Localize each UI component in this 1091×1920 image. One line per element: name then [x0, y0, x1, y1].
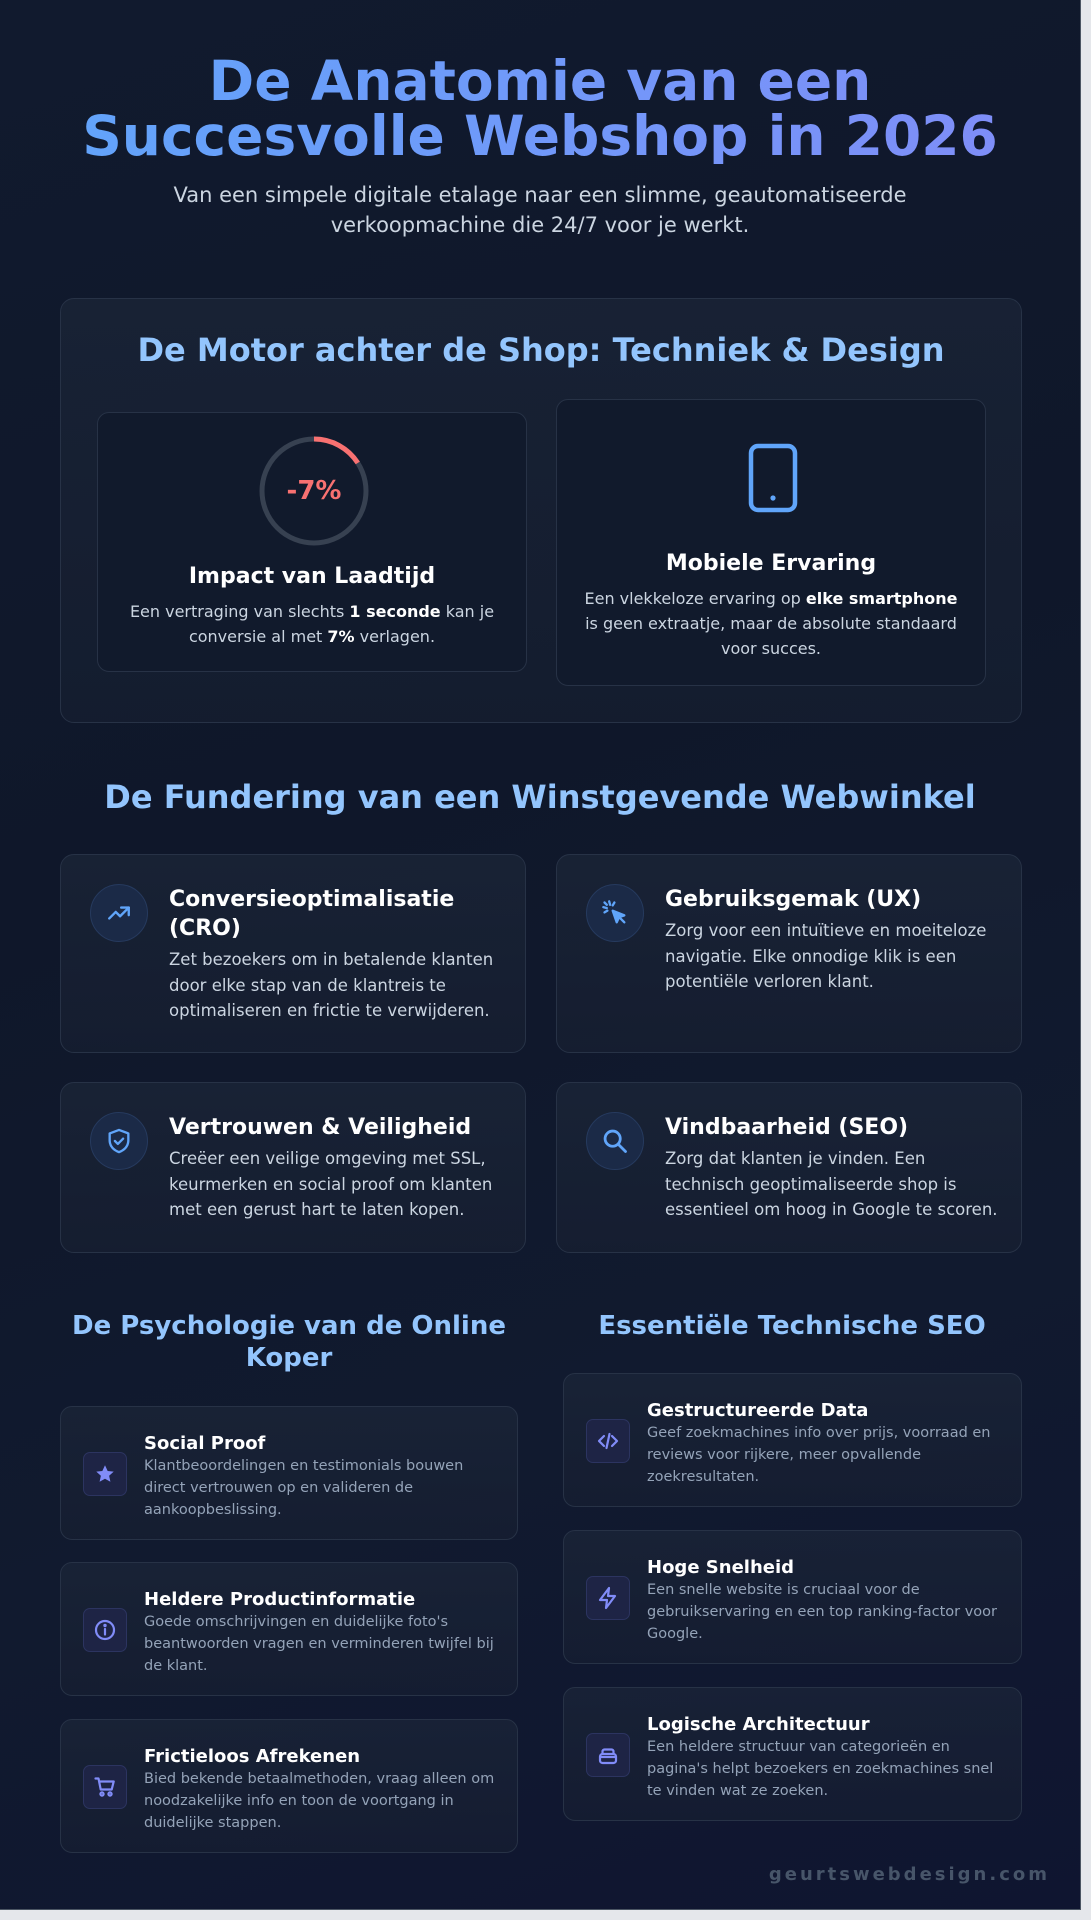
item-text: Goede omschrijvingen en duidelijke foto's beantwoorden vragen en verminderen twijfel bij de klant.	[144, 1614, 494, 1674]
item-text: Een snelle website is cruciaal voor de gebruikservaring en een top ranking-factor voor Google.	[647, 1582, 997, 1642]
cursor-click-icon	[586, 884, 644, 942]
item-text: Bied bekende betaalmethoden, vraag alleen om noodzakelijke info en toon de voortgang in duidelijke stappen.	[144, 1771, 495, 1831]
code-icon	[586, 1419, 630, 1463]
load-time-title: Impact van Laadtijd	[188, 564, 436, 589]
item-title: Frictieloos Afrekenen	[144, 1746, 361, 1767]
footer-brand: geurtswebdesign.com	[768, 1864, 1050, 1885]
mobile-title: Mobiele Ervaring	[665, 551, 877, 576]
item-title: Hoge Snelheid	[647, 1557, 795, 1578]
trending-up-icon	[90, 884, 148, 942]
shield-check-icon	[90, 1112, 148, 1170]
smartphone-icon	[747, 442, 799, 518]
motor-heading: De Motor achter de Shop: Techniek & Design	[137, 331, 945, 369]
item-text: Een heldere structuur van categorieën en pagina's helpt bezoekers en zoekmachines snel te vinden wat ze zoeken.	[647, 1739, 994, 1799]
feature-card-seo	[556, 1082, 1022, 1253]
motor-panel	[60, 298, 1022, 723]
feature-title: Vertrouwen & Veiligheid	[169, 1115, 472, 1140]
feature-title: Vindbaarheid (SEO)	[665, 1115, 909, 1140]
star-icon	[83, 1452, 127, 1496]
seo-item-structured-data	[563, 1373, 1022, 1507]
feature-card-ux	[556, 854, 1022, 1053]
seo-heading: Essentiële Technische SEO	[598, 1311, 986, 1341]
seo-item-architecture	[563, 1687, 1022, 1821]
feature-card-trust	[60, 1082, 526, 1253]
shopping-cart-icon	[83, 1765, 127, 1809]
load-time-gauge	[258, 435, 370, 547]
item-title: Social Proof	[144, 1433, 266, 1454]
search-icon	[586, 1112, 644, 1170]
load-time-card	[97, 412, 527, 672]
layers-icon	[586, 1733, 630, 1777]
lightning-icon	[586, 1576, 630, 1620]
title-line-2: Succesvolle Webshop in 2026	[82, 104, 998, 168]
mobile-card	[556, 399, 986, 686]
psych-item-product-info	[60, 1562, 518, 1696]
feature-title: Conversieoptimalisatie (CRO)	[169, 887, 455, 941]
page-title	[0, 49, 1080, 168]
seo-item-speed	[563, 1530, 1022, 1664]
page-subtitle: Van een simpele digitale etalage naar een slimme, geautomatiseerde verkoopmachine die 24/7 voor je werkt.	[173, 183, 907, 237]
fundering-heading: De Fundering van een Winstgevende Webwinkel	[104, 778, 976, 816]
gauge-value: -7%	[286, 476, 342, 506]
title-line-1: De Anatomie van een	[208, 49, 872, 113]
psych-item-checkout	[60, 1719, 518, 1853]
feature-title: Gebruiksgemak (UX)	[665, 887, 922, 912]
mobile-text: Een vlekkeloze ervaring op elke smartphone is geen extraatje, maar de absolute standaard voor succes.	[584, 589, 958, 658]
feature-card-cro	[60, 854, 526, 1053]
feature-text: Zet bezoekers om in betalende klanten door elke stap van de klantreis te optimaliseren en frictie te verwijderen.	[169, 950, 494, 1020]
item-text: Klantbeoordelingen en testimonials bouwen direct vertrouwen op en valideren de aankoopbeslissing.	[144, 1458, 464, 1518]
item-title: Logische Architectuur	[647, 1714, 870, 1735]
item-title: Gestructureerde Data	[647, 1400, 869, 1421]
psychologie-heading: De Psychologie van de Online Koper	[72, 1311, 506, 1373]
item-title: Heldere Productinformatie	[144, 1589, 416, 1610]
feature-text: Creëer een veilige omgeving met SSL, keurmerken en social proof om klanten met een gerust hart te laten kopen.	[169, 1149, 493, 1219]
feature-text: Zorg voor een intuïtieve en moeiteloze navigatie. Elke onnodige klik is een potentiële verloren klant.	[665, 921, 987, 991]
psych-item-social-proof	[60, 1406, 518, 1540]
load-time-text: Een vertraging van slechts 1 seconde kan je conversie al met 7% verlagen.	[129, 602, 495, 646]
item-text: Geef zoekmachines info over prijs, voorraad en reviews voor rijkere, meer opvallende zoekresultaten.	[647, 1425, 991, 1485]
info-icon	[83, 1608, 127, 1652]
feature-text: Zorg dat klanten je vinden. Een technisch geoptimaliseerde shop is essentieel om hoog in Google te scoren.	[665, 1149, 998, 1219]
